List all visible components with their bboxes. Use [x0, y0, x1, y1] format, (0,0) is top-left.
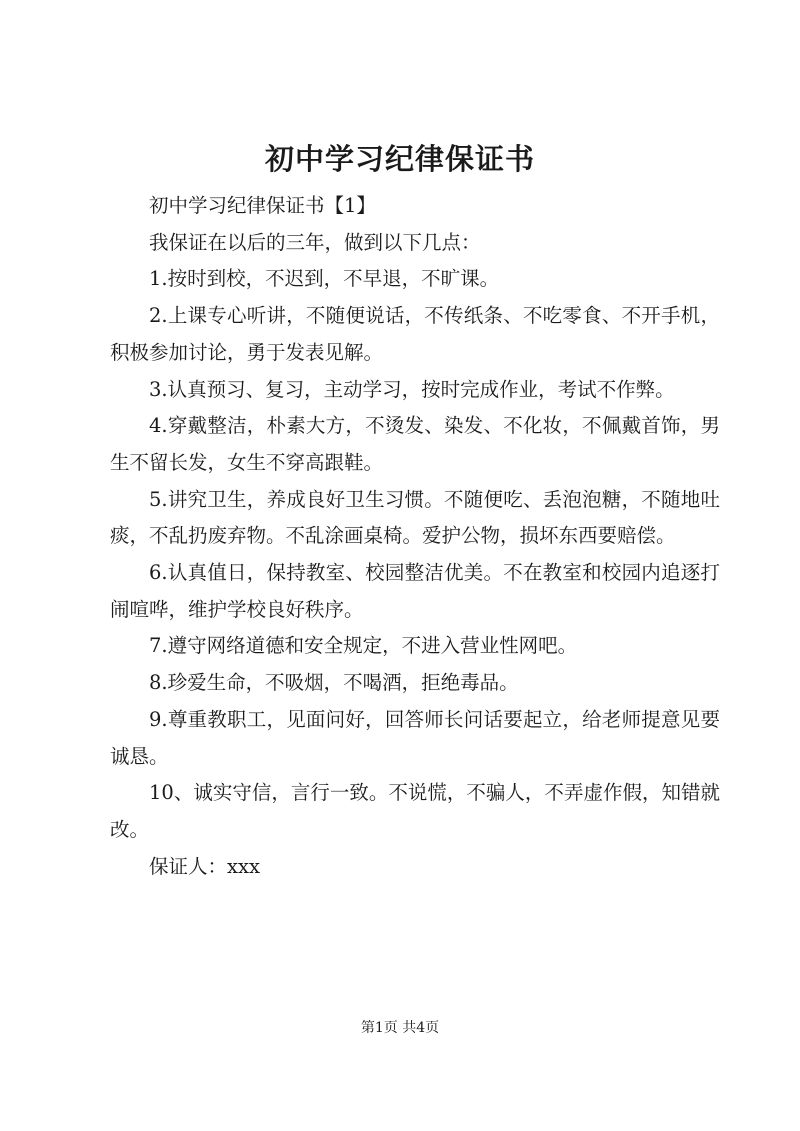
pledge-item-7: 7.遵守网络道德和安全规定，不进入营业性网吧。: [149, 634, 578, 658]
pledge-item-6: 6.认真值日，保持教室、校园整洁优美。不在教室和校园内追逐打闹喧哗，维护学校良好秩序。: [110, 561, 720, 621]
pledge-item-5: 5.讲究卫生，养成良好卫生习惯。不随便吃、丢泡泡糖，不随地吐痰，不乱扔废弃物。不乱涂画桌椅。爱护公物，损坏东西要赔偿。: [110, 487, 720, 548]
pledge-item-4: 4.穿戴整洁，朴素大方，不烫发、染发、不化妆，不佩戴首饰，男生不留长发，女生不穿高跟鞋。: [110, 414, 720, 474]
pledge-item-8: 8.珍爱生命，不吸烟，不喝酒，拒绝毒品。: [149, 671, 519, 695]
pledge-item-10: 10、诚实守信，言行一致。不说慌，不骗人，不弄虚作假，知错就改。: [110, 781, 720, 841]
document-body: [110, 188, 720, 885]
pledge-item-3: 3.认真预习、复习，主动学习，按时完成作业，考试不作弊。: [149, 377, 675, 401]
page-number-footer: 第1页 共4页: [360, 1020, 440, 1036]
section-heading: 初中学习纪律保证书【1】: [149, 194, 376, 217]
pledge-item-1: 1.按时到校，不迟到，不早退，不旷课。: [149, 267, 500, 291]
pledge-item-2: 2.上课专心听讲，不随便说话，不传纸条、不吃零食、不开手机，积极参加讨论，勇于发表见解。: [110, 304, 720, 364]
signature-line: 保证人：xxx: [149, 854, 260, 878]
document-title: 初中学习纪律保证书: [264, 142, 535, 176]
pledge-item-9: 9.尊重教职工，见面问好，回答师长问话要起立，给老师提意见要诚恳。: [110, 707, 720, 768]
intro-paragraph: 我保证在以后的三年，做到以下几点：: [149, 230, 481, 254]
